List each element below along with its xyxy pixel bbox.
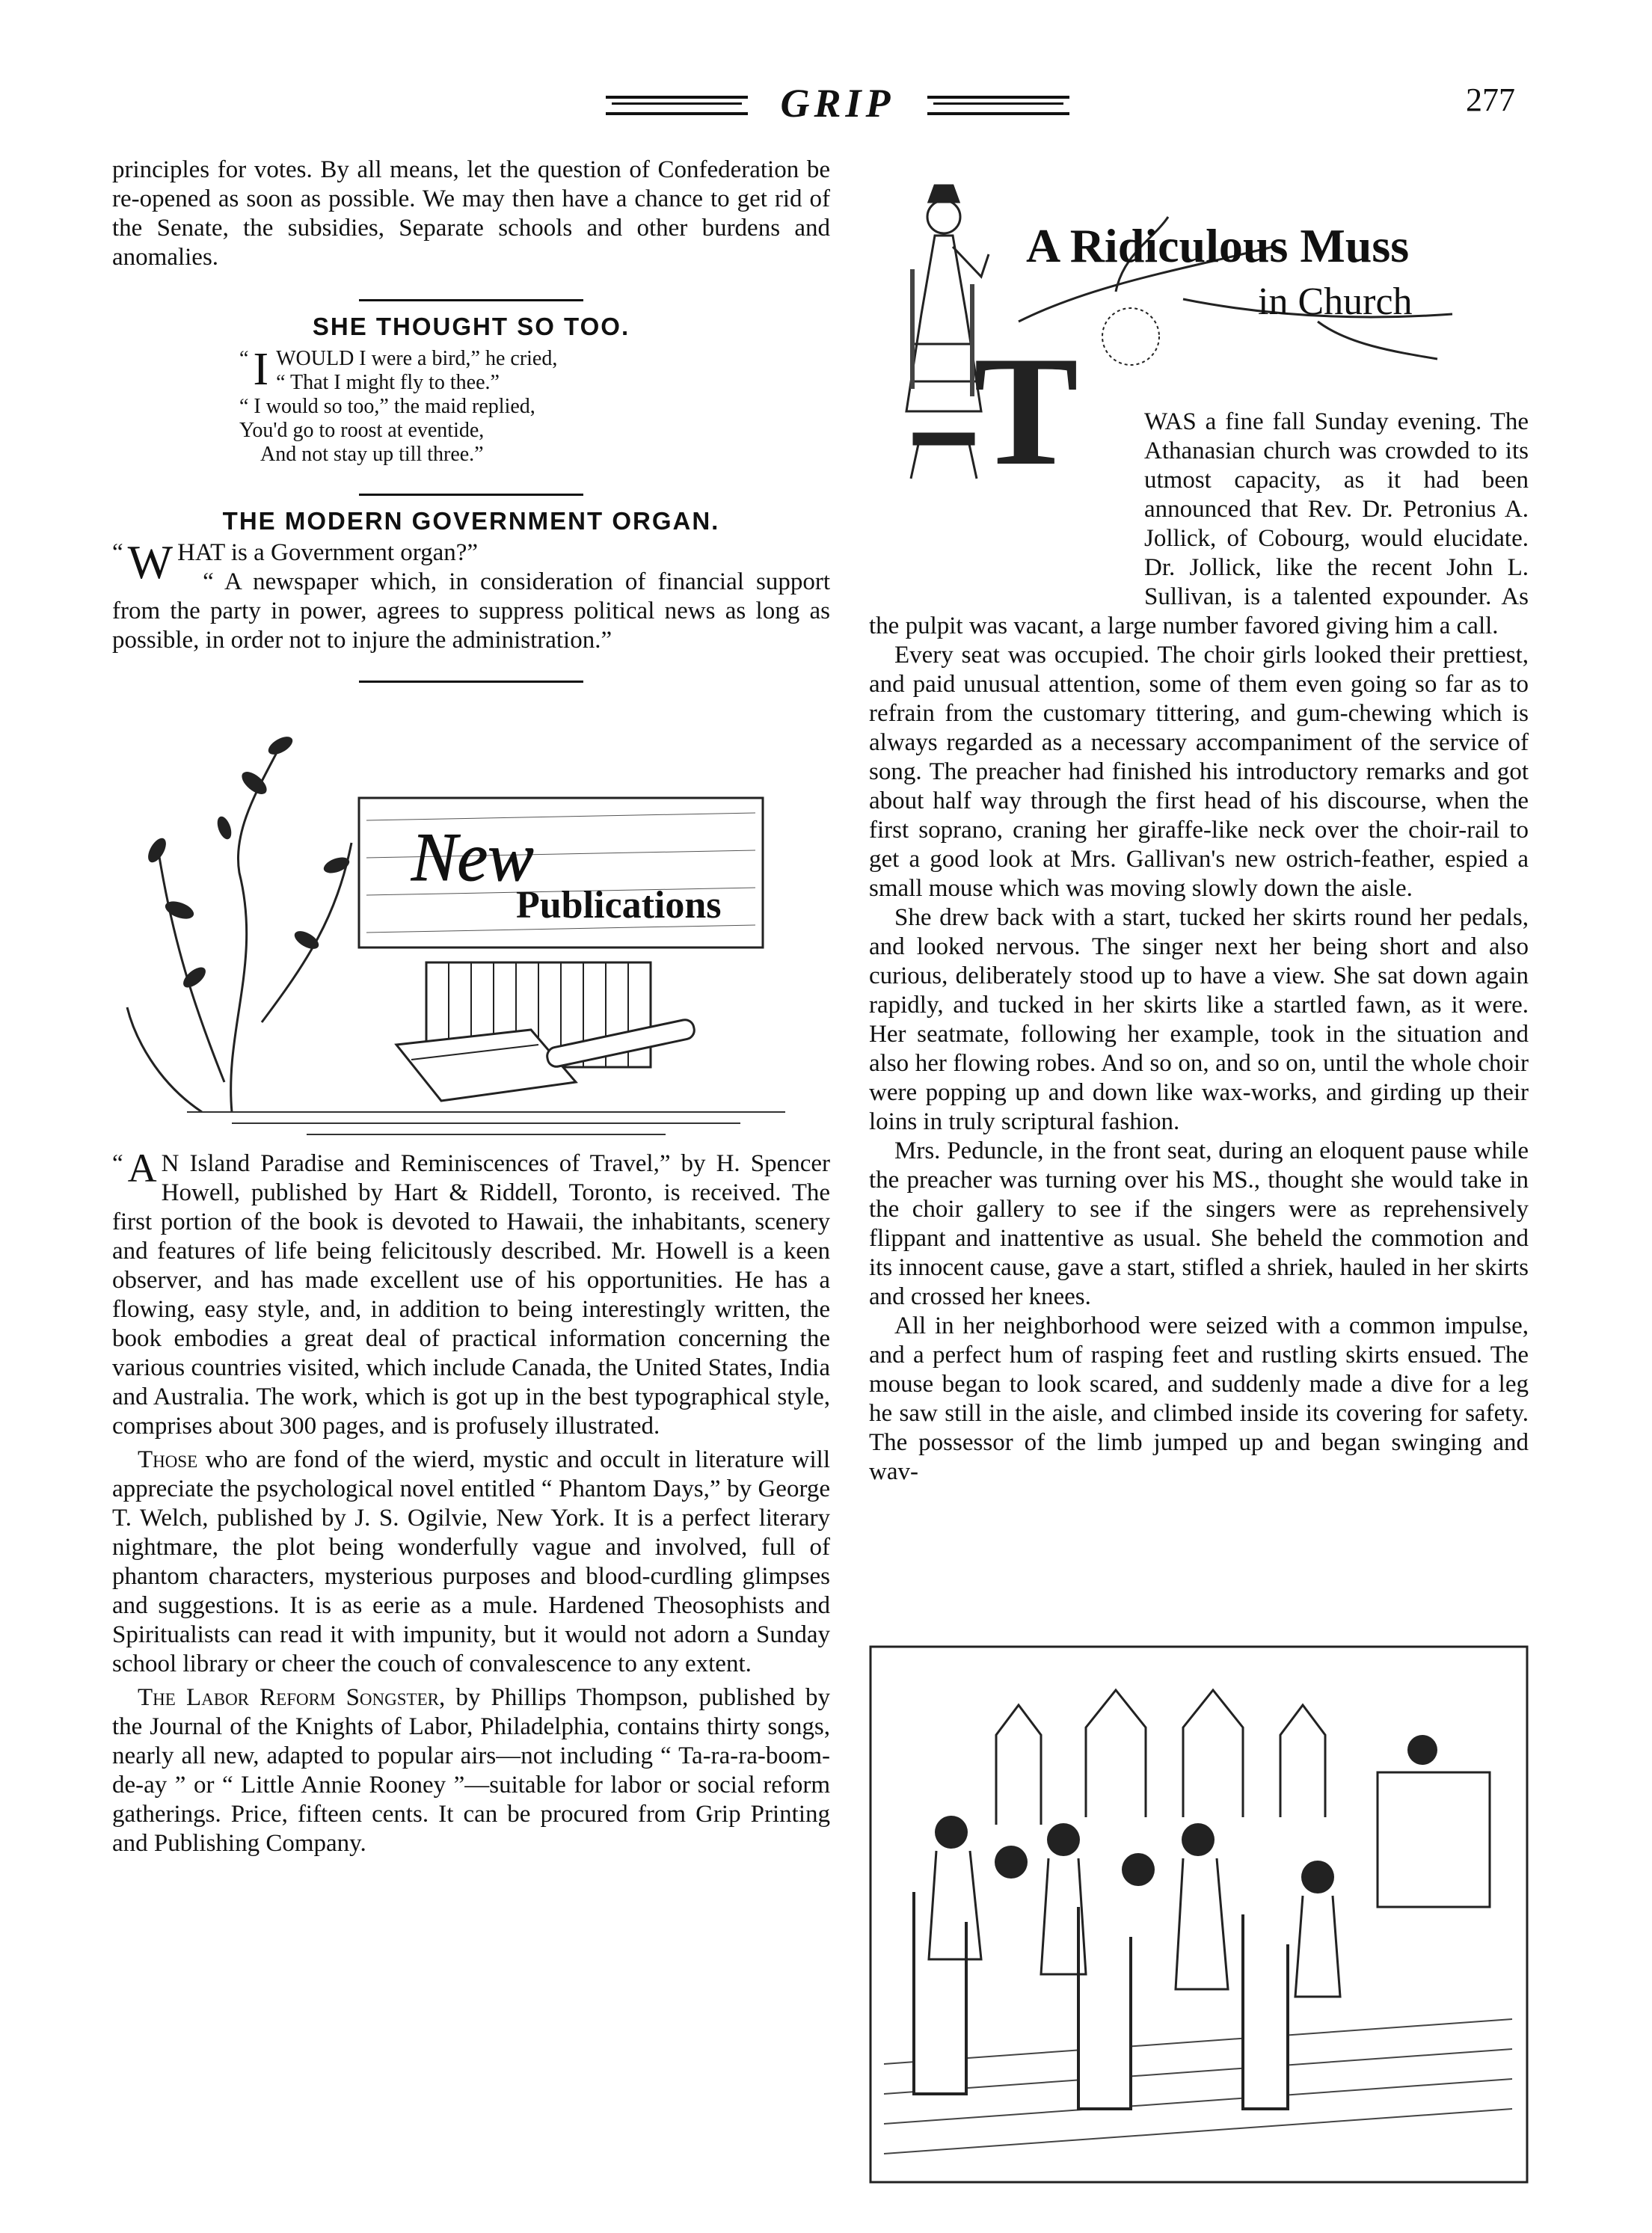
poem-line: WOULD I were a bird,” he cried, (276, 347, 558, 370)
left-column (112, 156, 830, 1858)
page-number: 277 (1466, 82, 1515, 118)
organ-question: HAT is a Government organ?” (177, 539, 479, 566)
review-labor-songster (112, 1683, 830, 1858)
divider (359, 299, 583, 301)
muss-title-line1: A Ridiculous Muss (1026, 219, 1410, 272)
divider (359, 681, 583, 683)
muss-paragraph: Mrs. Peduncle, in the front seat, during an eloquent pause while the preacher was turning over his MS., thought she would take in the choir gallery to see if the singers were as reprehensively flippant and inattentive as usual. She beheld the commotion and its innocent cause, gave a start, stifled a shriek, hauled in her skirts and crossed her knees. (869, 1137, 1529, 1310)
masthead (598, 81, 1077, 126)
review-text: , by Phillips Thompson, published by the Journal of the Knights of Labor, Philadelphia, contains thirty songs, nearly all new, adapted to popular airs—not including “ Ta-ra-ra-boom-de-ay ” or “ Little Annie Rooney ”—suitable for labor or social reform gatherings. Price, fifteen cents. It can be procured from Grip Printing and Publishing Company. (112, 1684, 830, 1857)
right-column (869, 408, 1529, 1487)
masthead-rule-left (606, 96, 748, 115)
muss-paragraph: She drew back with a start, tucked her skirts round her pedals, and looked nervous. The singer next her being short and also curious, deliberately stood up to have a view. She sat down again rapidly, and tucked in her skirts like a startled fawn, as it were. Her seatmate, following her example, took in the situation and also her flowing robes. And so on, and so on, until the whole choir were popping up and down like wax-works, and girding up their loins in truly scriptural fashion. (869, 904, 1529, 1135)
poem-line: “ That I might fly to thee.” (276, 371, 500, 394)
organ-open-quote: “ (112, 539, 123, 566)
modern-organ-body (112, 538, 830, 655)
divider (359, 494, 583, 496)
modern-organ-heading: THE MODERN GOVERNMENT ORGAN. (222, 507, 720, 535)
review-phantom-days (112, 1446, 830, 1679)
muss-paragraph: WAS a fine fall Sunday evening. The Athanasian church was crowded to its utmost capacity, as it had been announced that Rev. Dr. Petronius A. Jollick, of Cobourg, would elucidate. Dr. Jollick, like the recent John L. Sullivan, is a talented expounder. As the pulpit was vacant, a large number favored giving him a call. (869, 408, 1529, 639)
review-lead: Those (138, 1446, 198, 1473)
new-publications-illustration (112, 693, 830, 1142)
organ-drop-cap: W (127, 538, 174, 589)
drop-cap-spacer (869, 408, 1144, 592)
church-scene-illustration (869, 1645, 1529, 2184)
organ-answer: “ A newspaper which, in consideration of financial support from the party in power, agrees to suppress political news as long as possible, in order not to injure the administration.” (112, 568, 830, 654)
poem-open-quote: “ (239, 347, 249, 370)
poem-line: “ I would so too,” the maid replied, (239, 395, 535, 418)
intro-paragraph: principles for votes. By all means, let the question of Confederation be re-opened as soon as possible. We may then have a chance to get rid of the Senate, the subsidies, Separate schools and other burdens and anomalies. (112, 156, 830, 271)
poem-line: And not stay up till three.” (260, 443, 484, 466)
masthead-rule-right (927, 96, 1069, 115)
church-scene-art (869, 1645, 1529, 2184)
she-thought-poem (239, 347, 658, 467)
review-open-quote: “ (112, 1150, 123, 1177)
review-text: who are fond of the wierd, mystic and occult in literature will appreciate the psychological novel entitled “ Phantom Days,” by George T. Welch, published by J. S. Ogilvie, New York. It is a perfect literary nightmare, the plot being wonderfully vague and involved, full of phantom characters, mysterious purposes and blood-curdling glimpses and suggestions. It is as eerie as a mule. Hardened Theosophists and Spiritualists can read it with impunity, but it would not adorn a Sunday school library or cheer the couch of convalescence to any extent. (112, 1446, 830, 1677)
new-publications-art (112, 693, 830, 1142)
poem-line: You'd go to roost at eventide, (239, 419, 485, 442)
banner-word-publications: Publications (516, 884, 722, 927)
review-drop-cap: A (127, 1149, 157, 1191)
muss-paragraph: All in her neighborhood were seized with a common impulse, and a perfect hum of rasping feet and rustling skirts ensued. The mouse began to look scared, and suddenly made a dive for a leg he saw still in the aisle, and climbed inside its covering for safety. The possessor of the limb jumped up and began swinging and wav- (869, 1312, 1529, 1485)
she-thought-heading: SHE THOUGHT SO TOO. (312, 313, 630, 340)
muss-title-line2: in Church (1258, 280, 1413, 323)
poem-drop-cap: I (253, 347, 269, 395)
muss-paragraph: Every seat was occupied. The choir girls looked their prettiest, and paid unusual attention, some of them even going so far as to refrain from the customary tittering, and gum-chewing which is always regarded as a necessary accompaniment of the service of song. The preacher had finished his introductory remarks and got about half way through the first head of his discourse, when the first soprano, craning her giraffe-like neck over the choir-rail to get a good look at Mrs. Gallivan's new ostrich-feather, espied a small mouse which was moving slowly down the aisle. (869, 642, 1529, 902)
review-lead: The Labor Reform Songster (138, 1684, 439, 1711)
banner-word-new: New (411, 819, 534, 895)
masthead-title: GRIP (780, 81, 895, 126)
review-text: N Island Paradise and Reminiscences of Travel,” by H. Spencer Howell, published by Hart & Riddell, Toronto, is received. The first portion of the book is devoted to Hawaii, the inhabitants, scenery and features of life being felicitously described. Mr. Howell is a keen observer, and has made excellent use of his opportunities. He has a flowing, easy style, and, in addition to being interestingly written, the book embodies a great deal of practical information concerning the various countries visited, which include Canada, the United States, India and Australia. The work, which is got up in the best typographical style, comprises about 300 pages, and is profusely illustrated. (112, 1150, 830, 1440)
review-island-paradise (112, 1149, 830, 1441)
muss-drop-cap: T (974, 325, 1079, 498)
